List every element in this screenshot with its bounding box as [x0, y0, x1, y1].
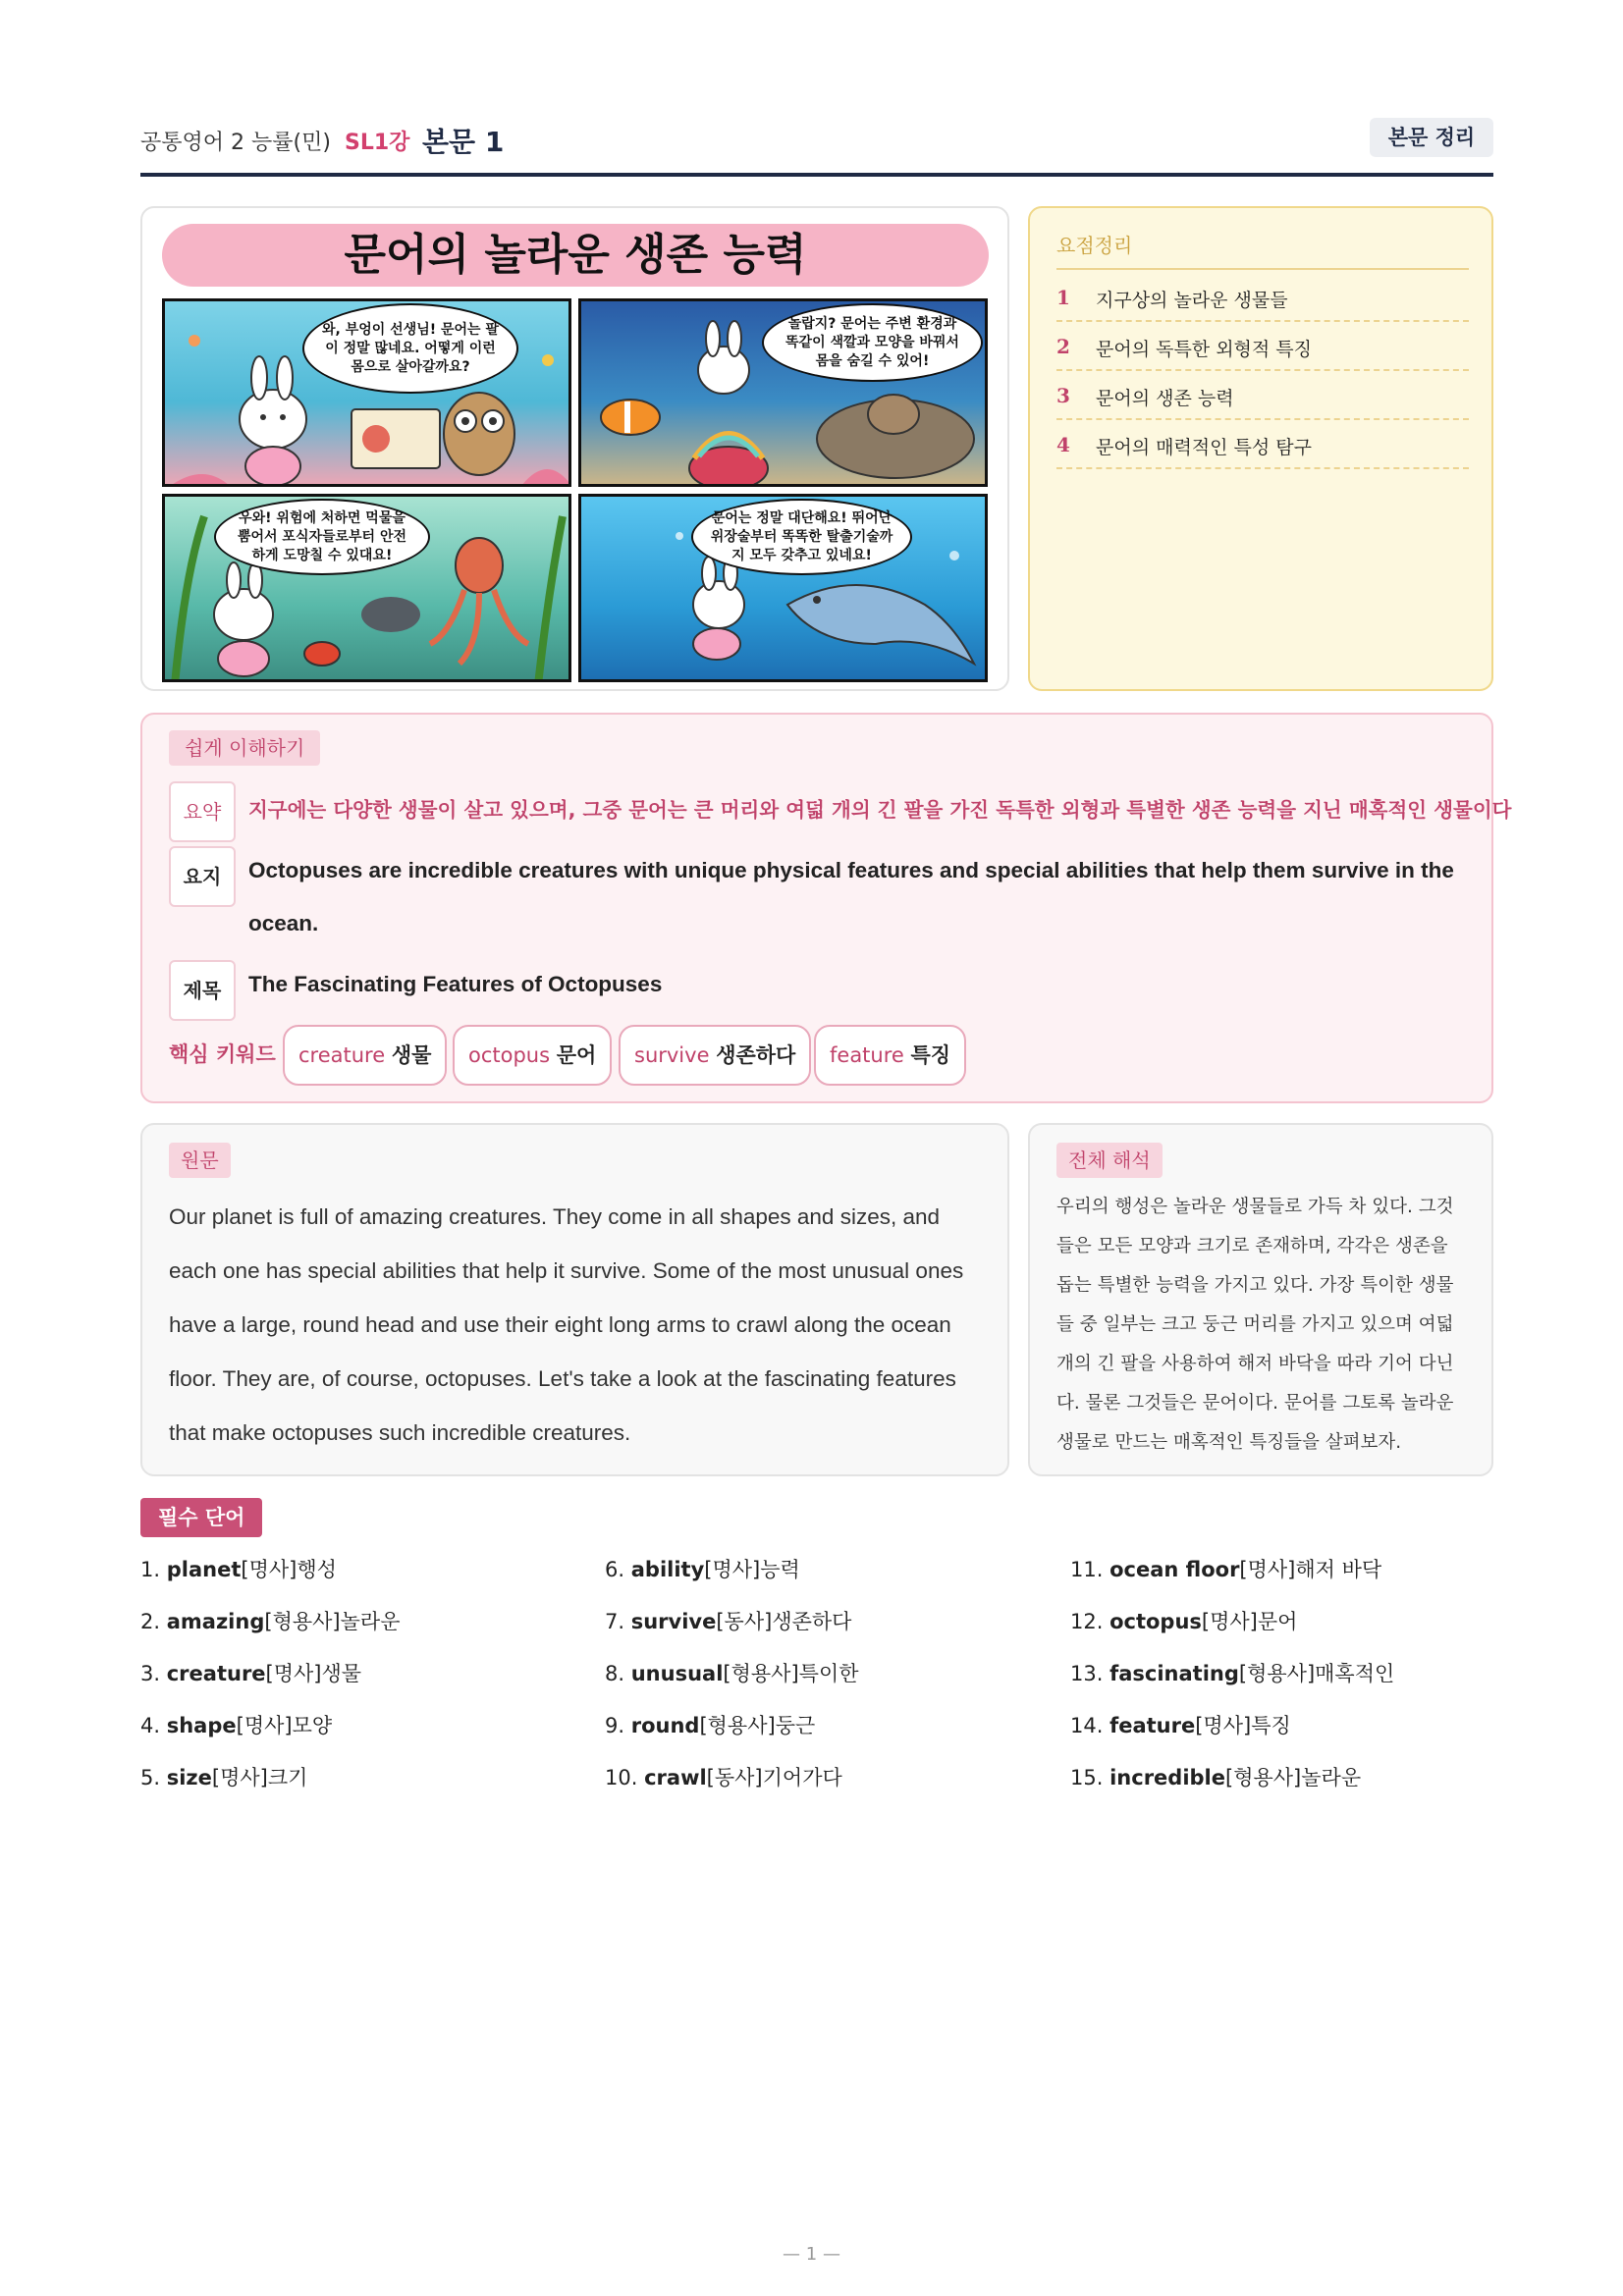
vocab-meaning: 생물	[321, 1662, 362, 1685]
key-point-number: 1	[1056, 286, 1070, 309]
vocab-num: 15.	[1070, 1766, 1104, 1789]
vocab-pos: [형용사]	[264, 1610, 341, 1633]
vocabulary-column	[605, 1555, 1056, 1815]
vocab-pos: [명사]	[241, 1558, 298, 1581]
gist-text-line-1: Octopuses are incredible creatures with unique physical features and special abilities that help them survive in the	[248, 858, 1454, 882]
vocab-word: size	[166, 1766, 212, 1789]
keyword-en: creature	[298, 1043, 386, 1067]
key-point-number: 2	[1056, 335, 1070, 358]
vocabulary-item	[1070, 1607, 1522, 1659]
keyword-ko: 특징	[910, 1043, 951, 1067]
key-point-item	[1056, 420, 1469, 469]
rabbit-owl-illustration	[165, 301, 571, 487]
page-number: — 1 —	[783, 2244, 840, 2265]
easy-understanding-tag: 쉽게 이해하기	[169, 730, 320, 766]
vocab-pos: [명사]	[1195, 1714, 1252, 1737]
vocab-meaning: 특징	[1251, 1714, 1291, 1737]
vocab-num: 2.	[140, 1610, 161, 1633]
vocab-num: 9.	[605, 1714, 625, 1737]
keyword-en: octopus	[468, 1043, 551, 1067]
vocab-pos: [명사]	[236, 1714, 293, 1737]
speech-bubble: 문어는 정말 대단해요! 뛰어난 위장술부터 똑똑한 탈출기술까지 모두 갖추고 있네요!	[691, 499, 912, 575]
speech-bubble: 놀랍지? 문어는 주변 환경과 똑같이 색깔과 모양을 바꿔서 몸을 숨길 수 있어!	[762, 303, 983, 382]
original-text-card	[140, 1123, 1009, 1476]
vocabulary-item	[140, 1607, 592, 1659]
vocabulary-item	[1070, 1763, 1522, 1815]
vocabulary-item	[140, 1711, 592, 1763]
vocab-pos: [동사]	[706, 1766, 763, 1789]
vocab-pos: [형용사]	[1225, 1766, 1302, 1789]
vocab-num: 5.	[140, 1766, 161, 1789]
summary-text: 지구에는 다양한 생물이 살고 있으며, 그중 문어는 큰 머리와 여덟 개의 긴 팔을 가진 독특한 외형과 특별한 생존 능력을 지닌 매혹적인 생물이다	[248, 798, 1512, 822]
comic-panel-4	[578, 494, 988, 682]
vocab-num: 12.	[1070, 1610, 1104, 1633]
vocab-meaning: 모양	[292, 1714, 333, 1737]
vocabulary-item	[605, 1763, 1056, 1815]
key-points-card	[1028, 206, 1493, 691]
vocab-num: 13.	[1070, 1662, 1104, 1685]
vocab-word: creature	[166, 1662, 266, 1685]
summary-label: 요약	[169, 781, 236, 842]
gist-text-line-2: ocean.	[248, 911, 319, 935]
vocab-num: 6.	[605, 1558, 625, 1581]
page-header	[140, 116, 1493, 177]
vocab-word: unusual	[630, 1662, 724, 1685]
vocab-meaning: 생존하다	[772, 1610, 852, 1633]
vocabulary-item	[605, 1555, 1056, 1607]
vocab-pos: [형용사]	[723, 1662, 799, 1685]
course-name: 공통영어 2 능률(민)	[140, 131, 331, 155]
vocab-meaning: 놀라운	[1301, 1766, 1362, 1789]
original-tag: 원문	[169, 1143, 231, 1178]
key-point-number: 4	[1056, 433, 1070, 456]
part-title: 본문 1	[422, 126, 505, 158]
key-point-text: 지구상의 놀라운 생물들	[1096, 290, 1288, 311]
keyword-chip	[283, 1025, 447, 1086]
key-point-text: 문어의 생존 능력	[1096, 388, 1234, 409]
vocab-meaning: 크기	[267, 1766, 308, 1789]
vocab-pos: [명사]	[265, 1662, 322, 1685]
vocabulary-item	[1070, 1555, 1522, 1607]
vocabulary-item	[605, 1607, 1056, 1659]
keywords-label: 핵심 키워드	[169, 1042, 276, 1066]
vocab-meaning: 매혹적인	[1315, 1662, 1395, 1685]
section-tag: 본문 정리	[1370, 118, 1493, 157]
vocab-word: feature	[1109, 1714, 1196, 1737]
keyword-chip	[453, 1025, 612, 1086]
keyword-ko: 생물	[391, 1043, 432, 1067]
vocab-word: fascinating	[1109, 1662, 1239, 1685]
original-passage: Our planet is full of amazing creatures. They come in all shapes and sizes, and each one has special abilities that help it survive. Some of the most unusual ones have a large, round head and use their eight long arms to crawl along the ocean floor. They are, of course, octopuses. Let's take a look at the fascinating features that make octopuses such incredible creatures.	[169, 1204, 964, 1445]
key-point-item	[1056, 322, 1469, 371]
comic-panel-1	[162, 298, 571, 487]
vocabulary-column	[1070, 1555, 1522, 1815]
keyword-ko: 문어	[556, 1043, 597, 1067]
vocab-word: ability	[630, 1558, 705, 1581]
vocab-word: shape	[166, 1714, 237, 1737]
speech-bubble: 우와! 위험에 처하면 먹물을 뿜어서 포식자들로부터 안전하게 도망칠 수 있대요!	[214, 499, 430, 575]
vocab-meaning: 문어	[1257, 1610, 1298, 1633]
vocab-word: round	[630, 1714, 700, 1737]
key-point-item	[1056, 371, 1469, 420]
translation-passage: 우리의 행성은 놀라운 생물들로 가득 차 있다. 그것들은 모든 모양과 크기로 존재하며, 각각은 생존을 돕는 특별한 능력을 가지고 있다. 가장 특이한 생물들 중 일부는 크고 둥근 머리를 가지고 있으며 여덟 개의 긴 팔을 사용하여 해저 바닥을 따라 기어 다닌다. 물론 그것들은 문어이다. 문어를 그토록 놀라운 생물로 만드는 매혹적인 특징들을 살펴보자.	[1056, 1197, 1454, 1453]
comic-card	[140, 206, 1009, 691]
vocab-num: 8.	[605, 1662, 625, 1685]
vocab-pos: [동사]	[716, 1610, 773, 1633]
translation-tag: 전체 해석	[1056, 1143, 1163, 1178]
vocab-pos: [형용사]	[1238, 1662, 1316, 1685]
keyword-en: feature	[830, 1043, 904, 1067]
title-text: The Fascinating Features of Octopuses	[248, 972, 663, 996]
vocab-meaning: 놀라운	[340, 1610, 401, 1633]
vocab-num: 14.	[1070, 1714, 1104, 1737]
vocab-meaning: 둥근	[775, 1714, 816, 1737]
vocabulary-item	[605, 1659, 1056, 1711]
vocabulary-tag: 필수 단어	[140, 1498, 262, 1537]
vocabulary-column	[140, 1555, 592, 1815]
vocab-word: planet	[166, 1558, 242, 1581]
title-label: 제목	[169, 960, 236, 1021]
vocab-num: 1.	[140, 1558, 161, 1581]
keyword-ko: 생존하다	[716, 1043, 796, 1067]
vocab-word: incredible	[1109, 1766, 1225, 1789]
vocab-word: ocean floor	[1109, 1558, 1240, 1581]
vocabulary-item	[1070, 1659, 1522, 1711]
vocab-pos: [명사]	[211, 1766, 268, 1789]
vocab-pos: [명사]	[1201, 1610, 1258, 1633]
key-point-item	[1056, 273, 1469, 322]
key-point-text: 문어의 매력적인 특성 탐구	[1096, 437, 1313, 458]
vocab-meaning: 능력	[760, 1558, 800, 1581]
vocabulary-item	[1070, 1711, 1522, 1763]
comic-panel-3	[162, 494, 571, 682]
comic-title: 문어의 놀라운 생존 능력	[162, 224, 989, 287]
translation-card	[1028, 1123, 1493, 1476]
vocab-word: octopus	[1109, 1610, 1202, 1633]
vocab-meaning: 해저 바닥	[1295, 1558, 1382, 1581]
vocab-num: 7.	[605, 1610, 625, 1633]
keyword-chip	[814, 1025, 966, 1086]
lesson-label: SL1강	[345, 131, 410, 155]
vocab-num: 11.	[1070, 1558, 1104, 1581]
keyword-en: survive	[634, 1043, 710, 1067]
vocab-word: survive	[630, 1610, 717, 1633]
keyword-chip	[619, 1025, 811, 1086]
speech-bubble: 와, 부엉이 선생님! 문어는 팔이 정말 많네요. 어떻게 이런 몸으로 살아갈까요?	[302, 303, 518, 394]
gist-label: 요지	[169, 846, 236, 907]
vocabulary-item	[140, 1763, 592, 1815]
vocab-word: amazing	[166, 1610, 265, 1633]
vocab-num: 10.	[605, 1766, 638, 1789]
vocabulary-item	[140, 1659, 592, 1711]
vocab-meaning: 기어가다	[762, 1766, 842, 1789]
easy-understanding-card	[140, 713, 1512, 1103]
key-points-title: 요점정리	[1056, 230, 1469, 270]
vocab-word: crawl	[644, 1766, 707, 1789]
vocabulary-item	[605, 1711, 1056, 1763]
comic-panel-2	[578, 298, 988, 487]
vocab-num: 4.	[140, 1714, 161, 1737]
vocabulary-item	[140, 1555, 592, 1607]
vocab-pos: [형용사]	[699, 1714, 776, 1737]
key-point-text: 문어의 독특한 외형적 특징	[1096, 339, 1313, 360]
vocab-pos: [명사]	[1239, 1558, 1296, 1581]
vocab-meaning: 특이한	[798, 1662, 859, 1685]
vocab-pos: [명사]	[704, 1558, 761, 1581]
key-point-number: 3	[1056, 384, 1070, 407]
vocab-num: 3.	[140, 1662, 161, 1685]
vocab-meaning: 행성	[297, 1558, 337, 1581]
